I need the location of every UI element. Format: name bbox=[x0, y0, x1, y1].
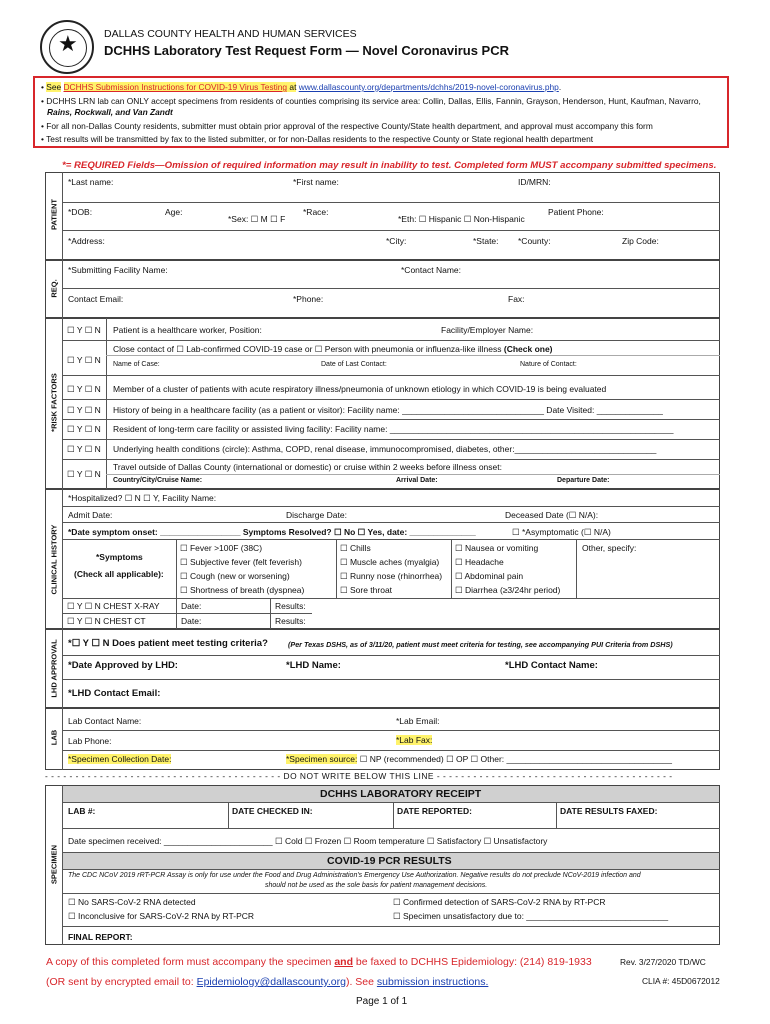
state-field[interactable]: *State: bbox=[473, 236, 499, 246]
travel-country-field[interactable]: Country/City/Cruise Name: bbox=[113, 477, 203, 484]
race-field[interactable]: *Race: bbox=[303, 207, 329, 217]
symptom-sore-throat[interactable]: ☐ Sore throat bbox=[340, 585, 393, 595]
departure-date-field[interactable]: Departure Date: bbox=[557, 477, 610, 484]
results-title: COVID-19 PCR RESULTS bbox=[327, 855, 452, 867]
case-name-field[interactable]: Name of Case: bbox=[113, 361, 160, 368]
risk-employer[interactable]: Facility/Employer Name: bbox=[441, 325, 534, 335]
lhd-side-label: LHD APPROVAL bbox=[49, 639, 59, 698]
lhd-contact-name-field[interactable]: *LHD Contact Name: bbox=[505, 660, 598, 671]
ct-date-field[interactable]: Date: bbox=[181, 616, 202, 626]
date-results-faxed-field[interactable]: DATE RESULTS FAXED: bbox=[560, 806, 658, 816]
zip-field[interactable]: Zip Code: bbox=[622, 236, 659, 246]
risk-4-yn[interactable]: ☐ Y ☐ N bbox=[67, 405, 101, 415]
symptom-runny-nose[interactable]: ☐ Runny nose (rhinorrhea) bbox=[340, 571, 443, 581]
lab-number-field[interactable]: LAB #: bbox=[68, 806, 96, 816]
required-banner: *= REQUIRED Fields—Omission of required information may result in inability to test. Completed form MUST accompany submitted specimens. bbox=[62, 160, 717, 171]
admit-date-field[interactable]: Admit Date: bbox=[68, 510, 113, 520]
lab-fax-field[interactable]: *Lab Fax: bbox=[396, 735, 433, 745]
testing-criteria-yn[interactable]: *☐ Y ☐ N Does patient meet testing criteria? bbox=[68, 638, 268, 649]
patient-phone-field[interactable]: Patient Phone: bbox=[548, 207, 604, 217]
discharge-date-field[interactable]: Discharge Date: bbox=[286, 510, 347, 520]
city-field[interactable]: *City: bbox=[386, 236, 407, 246]
xray-date-field[interactable]: Date: bbox=[181, 601, 202, 611]
date-checked-in-field[interactable]: DATE CHECKED IN: bbox=[232, 806, 313, 816]
first-name-field[interactable]: *First name: bbox=[293, 177, 339, 187]
lab-phone-field[interactable]: Lab Phone: bbox=[68, 736, 112, 746]
page-title: DCHHS Laboratory Test Request Form — Novel Coronavirus PCR bbox=[104, 43, 509, 58]
deceased-date-field[interactable]: Deceased Date (☐ N/A): bbox=[505, 510, 599, 520]
lab-side-label: LAB bbox=[49, 729, 59, 746]
receipt-title: DCHHS LABORATORY RECEIPT bbox=[320, 788, 482, 800]
last-name-field[interactable]: *Last name: bbox=[68, 177, 114, 187]
note-3: • For all non-Dallas County residents, submitter must obtain prior approval of the respective County/State health department, and approval must accompany this form bbox=[41, 121, 653, 131]
org-name: DALLAS COUNTY HEALTH AND HUMAN SERVICES bbox=[104, 28, 357, 40]
note-4: • Test results will be transmitted by fax to the listed submitter, or for non-Dallas residents to the respective County or State regional health department bbox=[41, 134, 594, 144]
risk-6-yn[interactable]: ☐ Y ☐ N bbox=[67, 444, 101, 454]
chest-ct-yn[interactable]: ☐ Y ☐ N CHEST CT bbox=[67, 616, 146, 626]
other-symptom-field[interactable]: Other, specify: bbox=[582, 543, 637, 553]
symptom-cough[interactable]: ☐ Cough (new or worsening) bbox=[180, 571, 290, 581]
note-1: • See DCHHS Submission Instructions for COVID-19 Virus Testing at www.dallascounty.org/departments/dchhs/2019-novel-coronavirus.php. bbox=[41, 82, 562, 92]
disclaimer-line-2: should not be used as the sole basis for patient management decisions. bbox=[265, 882, 488, 889]
star-icon: ★ bbox=[58, 31, 78, 56]
risk-long-term-care[interactable]: Resident of long-term care facility or assisted living facility: Facility name: ____________________________________________________________ bbox=[113, 424, 674, 434]
patient-side-label: PATIENT bbox=[49, 199, 59, 230]
fax-field[interactable]: Fax: bbox=[508, 294, 525, 304]
lab-contact-field[interactable]: Lab Contact Name: bbox=[68, 716, 142, 726]
risk-travel: Travel outside of Dallas County (international or domestic) or cruise within 2 weeks before illness onset: bbox=[113, 462, 502, 472]
specimen-side-label: SPECIMEN bbox=[49, 844, 59, 885]
note-2: • DCHHS LRN lab can ONLY accept specimens from residents of counties comprising its service area: Collin, Dallas, Ellis, Fannin, Grayson, Henderson, Hunt, Kaufman, Navarro, bbox=[41, 96, 701, 106]
clia-number: CLIA #: 45D0672012 bbox=[642, 976, 720, 986]
symptom-headache[interactable]: ☐ Headache bbox=[455, 557, 504, 567]
symptom-subjective-fever[interactable]: ☐ Subjective fever (felt feverish) bbox=[180, 557, 302, 567]
submission-instructions-link[interactable]: submission instructions. bbox=[376, 976, 489, 988]
criteria-note: (Per Texas DSHS, as of 3/11/20, patient must meet criteria for testing, see accompanying PUI Criteria from DSHS) bbox=[288, 640, 673, 649]
symptom-muscle-aches[interactable]: ☐ Muscle aches (myalgia) bbox=[340, 557, 440, 567]
do-not-write-divider: - - - - - - - - - - - - - - - - - - - - - - - - - - - - - - - - - - - - - - - DO NOT WRITE BELOW THIS LINE - - - - - - - - - - - - - - - - - - - - - - - - - - - - - - - - - - - - - - - bbox=[45, 771, 673, 781]
clinical-side-label: CLINICAL HISTORY bbox=[49, 524, 59, 595]
instructions-link[interactable]: DCHHS Submission Instructions for COVID-19 Virus Testing bbox=[63, 82, 288, 92]
id-mrn-field[interactable]: ID/MRN: bbox=[518, 177, 551, 187]
result-not-detected[interactable]: ☐ No SARS-CoV-2 RNA detected bbox=[68, 897, 196, 907]
symptom-fever[interactable]: ☐ Fever >100F (38C) bbox=[180, 543, 263, 553]
lab-email-field[interactable]: *Lab Email: bbox=[396, 716, 440, 726]
nature-contact-field[interactable]: Nature of Contact: bbox=[520, 361, 577, 368]
patient-section bbox=[45, 172, 720, 260]
symptom-sob[interactable]: ☐ Shortness of breath (dyspnea) bbox=[180, 585, 305, 595]
epi-email-link[interactable]: Epidemiology@dallascounty.org bbox=[196, 976, 346, 988]
sex-field[interactable]: *Sex: ☐ M ☐ F bbox=[228, 214, 286, 224]
lhd-approval-date-field[interactable]: *Date Approved by LHD: bbox=[68, 660, 178, 671]
risk-cluster: Member of a cluster of patients with acute respiratory illness/pneumonia of unknown etiology in which COVID-19 is being evaluated bbox=[113, 384, 607, 394]
xray-results-field[interactable]: Results: bbox=[275, 601, 306, 611]
date-reported-field[interactable]: DATE REPORTED: bbox=[397, 806, 472, 816]
specimen-source-field[interactable]: *Specimen source: ☐ NP (recommended) ☐ OP ☐ Other: ___________________________________ bbox=[286, 754, 672, 764]
result-confirmed[interactable]: ☐ Confirmed detection of SARS-CoV-2 RNA by RT-PCR bbox=[393, 897, 606, 907]
note-2b: Rains, Rockwall, and Van Zandt bbox=[47, 107, 173, 117]
county-field[interactable]: *County: bbox=[518, 236, 551, 246]
symptom-chills[interactable]: ☐ Chills bbox=[340, 543, 371, 553]
risk-3-yn[interactable]: ☐ Y ☐ N bbox=[67, 384, 101, 394]
instructions-box bbox=[33, 76, 729, 148]
check-all-label: (Check all applicable): bbox=[74, 569, 164, 579]
contact-name-field[interactable]: *Contact Name: bbox=[401, 265, 461, 275]
final-report-field[interactable]: FINAL REPORT: bbox=[68, 932, 133, 942]
risk-close-contact: Close contact of ☐ Lab-confirmed COVID-19 case or ☐ Person with pneumonia or influenza-like illness (Check one) bbox=[113, 344, 553, 354]
page-number: Page 1 of 1 bbox=[356, 996, 408, 1007]
hospitalized-field[interactable]: *Hospitalized? ☐ N ☐ Y, Facility Name: bbox=[68, 493, 217, 503]
risk-healthcare-worker: Patient is a healthcare worker, Position: bbox=[113, 325, 262, 335]
result-unsatisfactory[interactable]: ☐ Specimen unsatisfactory due to: ______________________________ bbox=[393, 911, 669, 921]
age-field[interactable]: Age: bbox=[165, 207, 183, 217]
revision: Rev. 3/27/2020 TD/WC bbox=[620, 957, 706, 967]
lhd-contact-email-field[interactable]: *LHD Contact Email: bbox=[68, 688, 161, 699]
dob-field[interactable]: *DOB: bbox=[68, 207, 93, 217]
footer-line-1: A copy of this completed form must accompany the specimen and be faxed to DCHHS Epidemiology: (214) 819-1933 bbox=[46, 956, 592, 968]
arrival-date-field[interactable]: Arrival Date: bbox=[396, 477, 438, 484]
risk-7-yn[interactable]: ☐ Y ☐ N bbox=[67, 469, 101, 479]
phone-field[interactable]: *Phone: bbox=[293, 294, 324, 304]
lhd-name-field[interactable]: *LHD Name: bbox=[286, 660, 341, 671]
risk-5-yn[interactable]: ☐ Y ☐ N bbox=[67, 424, 101, 434]
last-contact-field[interactable]: Date of Last Contact: bbox=[321, 361, 387, 368]
symptom-nausea[interactable]: ☐ Nausea or vomiting bbox=[455, 543, 539, 553]
symptoms-label: *Symptoms bbox=[96, 552, 143, 562]
footer-line-2: (OR sent by encrypted email to: Epidemiology@dallascounty.org). See submission instructions. bbox=[46, 976, 489, 988]
chest-xray-yn[interactable]: ☐ Y ☐ N CHEST X-RAY bbox=[67, 601, 160, 611]
collection-date-field[interactable]: *Specimen Collection Date: bbox=[68, 754, 172, 764]
ethnicity-field[interactable]: *Eth: ☐ Hispanic ☐ Non-Hispanic bbox=[398, 214, 525, 224]
ct-results-field[interactable]: Results: bbox=[275, 616, 306, 626]
req-side-label: REQ. bbox=[49, 279, 59, 298]
symptom-abdominal-pain[interactable]: ☐ Abdominal pain bbox=[455, 571, 524, 581]
risk-1-yn[interactable]: ☐ Y ☐ N bbox=[67, 325, 101, 335]
risk-2-yn[interactable]: ☐ Y ☐ N bbox=[67, 355, 101, 365]
county-seal bbox=[40, 20, 94, 74]
symptom-onset-field[interactable]: *Date symptom onset: _________________ Symptoms Resolved? ☐ No ☐ Yes, date: ______________ bbox=[68, 527, 476, 537]
symptom-diarrhea[interactable]: ☐ Diarrhea (≥3/24hr period) bbox=[455, 585, 561, 595]
facility-field[interactable]: *Submitting Facility Name: bbox=[68, 265, 168, 275]
risk-side-label: *RISK FACTORS bbox=[49, 373, 59, 432]
website-link[interactable]: www.dallascounty.org/departments/dchhs/2019-novel-coronavirus.php bbox=[298, 82, 559, 92]
result-inconclusive[interactable]: ☐ Inconclusive for SARS-CoV-2 RNA by RT-PCR bbox=[68, 911, 255, 921]
disclaimer-line-1: The CDC NCoV 2019 rRT-PCR Assay is only for use under the Food and Drug Administration's Emergency Use Authorization. Negative results do not preclude NCoV-2019 infection and bbox=[68, 872, 641, 879]
address-field[interactable]: *Address: bbox=[68, 236, 105, 246]
date-received-field[interactable]: Date specimen received: _______________________ ☐ Cold ☐ Frozen ☐ Room temperature ☐ Satisfactory ☐ Unsatisfactory bbox=[68, 836, 548, 846]
risk-conditions[interactable]: Underlying health conditions (circle): Asthma, COPD, renal disease, immunocompromised, diabetes, other:______________________________ bbox=[113, 444, 657, 454]
risk-healthcare-facility[interactable]: History of being in a healthcare facility (as a patient or visitor): Facility name: ______________________________ Date Visited: ______________ bbox=[113, 405, 663, 415]
asymptomatic-checkbox[interactable]: ☐ *Asymptomatic (☐ N/A) bbox=[512, 527, 611, 537]
contact-email-field[interactable]: Contact Email: bbox=[68, 294, 124, 304]
